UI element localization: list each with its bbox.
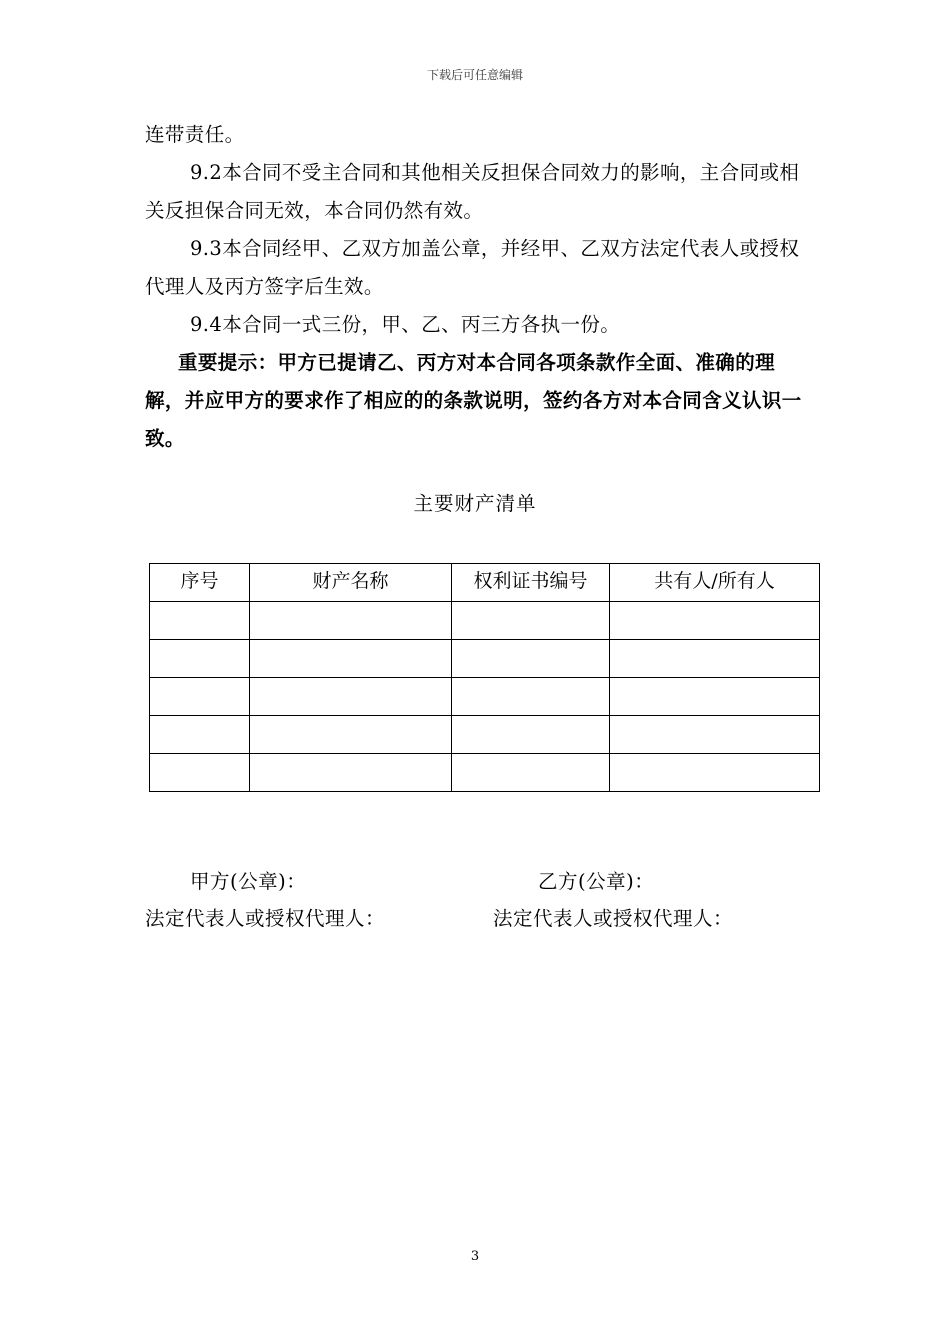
table-row <box>150 716 820 754</box>
asset-list-table <box>149 563 820 792</box>
party-a-seal-label: 甲方(公章)： <box>190 870 307 893</box>
clause-9-3: 9.3本合同经甲、乙双方加盖公章，并经甲、乙双方法定代表人或授权代理人及丙方签字后生效。 <box>145 237 800 298</box>
contract-clauses <box>145 116 810 458</box>
table-cell[interactable] <box>452 754 610 792</box>
table-cell[interactable] <box>250 640 452 678</box>
table-row <box>150 640 820 678</box>
table-cell[interactable] <box>250 678 452 716</box>
table-cell[interactable] <box>452 678 610 716</box>
table-cell[interactable] <box>250 716 452 754</box>
page-number: 3 <box>470 1249 480 1264</box>
table-row <box>150 602 820 640</box>
table-header-row <box>150 564 820 602</box>
table-cell[interactable] <box>452 640 610 678</box>
column-header: 财产名称 <box>250 564 452 602</box>
asset-list-title: 主要财产清单 <box>413 492 537 515</box>
table-cell[interactable] <box>452 602 610 640</box>
clause-9-4: 9.4本合同一式三份，甲、乙、丙三方各执一份。 <box>190 313 621 336</box>
table-cell[interactable] <box>150 602 250 640</box>
table-cell[interactable] <box>150 754 250 792</box>
table-cell[interactable] <box>250 602 452 640</box>
table-cell[interactable] <box>150 640 250 678</box>
column-header: 序号 <box>150 564 250 602</box>
table-row <box>150 678 820 716</box>
important-notice: 重要提示：甲方已提请乙、丙方对本合同各项条款作全面、准确的理解，并应甲方的要求作了相应的的条款说明，签约各方对本合同含义认识一致。 <box>145 351 802 450</box>
table-cell[interactable] <box>610 754 820 792</box>
party-a-representative-label: 法定代表人或授权代理人： <box>145 907 386 930</box>
column-header: 权利证书编号 <box>452 564 610 602</box>
party-b-seal-label: 乙方(公章)： <box>538 870 655 893</box>
table-cell[interactable] <box>150 716 250 754</box>
table-cell[interactable] <box>250 754 452 792</box>
table-cell[interactable] <box>610 678 820 716</box>
clause-continuation: 连带责任。 <box>145 123 245 146</box>
table-cell[interactable] <box>150 678 250 716</box>
party-b-representative-label: 法定代表人或授权代理人： <box>493 907 734 930</box>
clause-9-2: 9.2本合同不受主合同和其他相关反担保合同效力的影响，主合同或相关反担保合同无效，本合同仍然有效。 <box>145 161 800 222</box>
column-header: 共有人/所有人 <box>610 564 820 602</box>
table-cell[interactable] <box>610 640 820 678</box>
table-cell[interactable] <box>610 602 820 640</box>
table-cell[interactable] <box>452 716 610 754</box>
table-cell[interactable] <box>610 716 820 754</box>
table-row <box>150 754 820 792</box>
page-header-note: 下载后可任意编辑 <box>426 68 523 82</box>
